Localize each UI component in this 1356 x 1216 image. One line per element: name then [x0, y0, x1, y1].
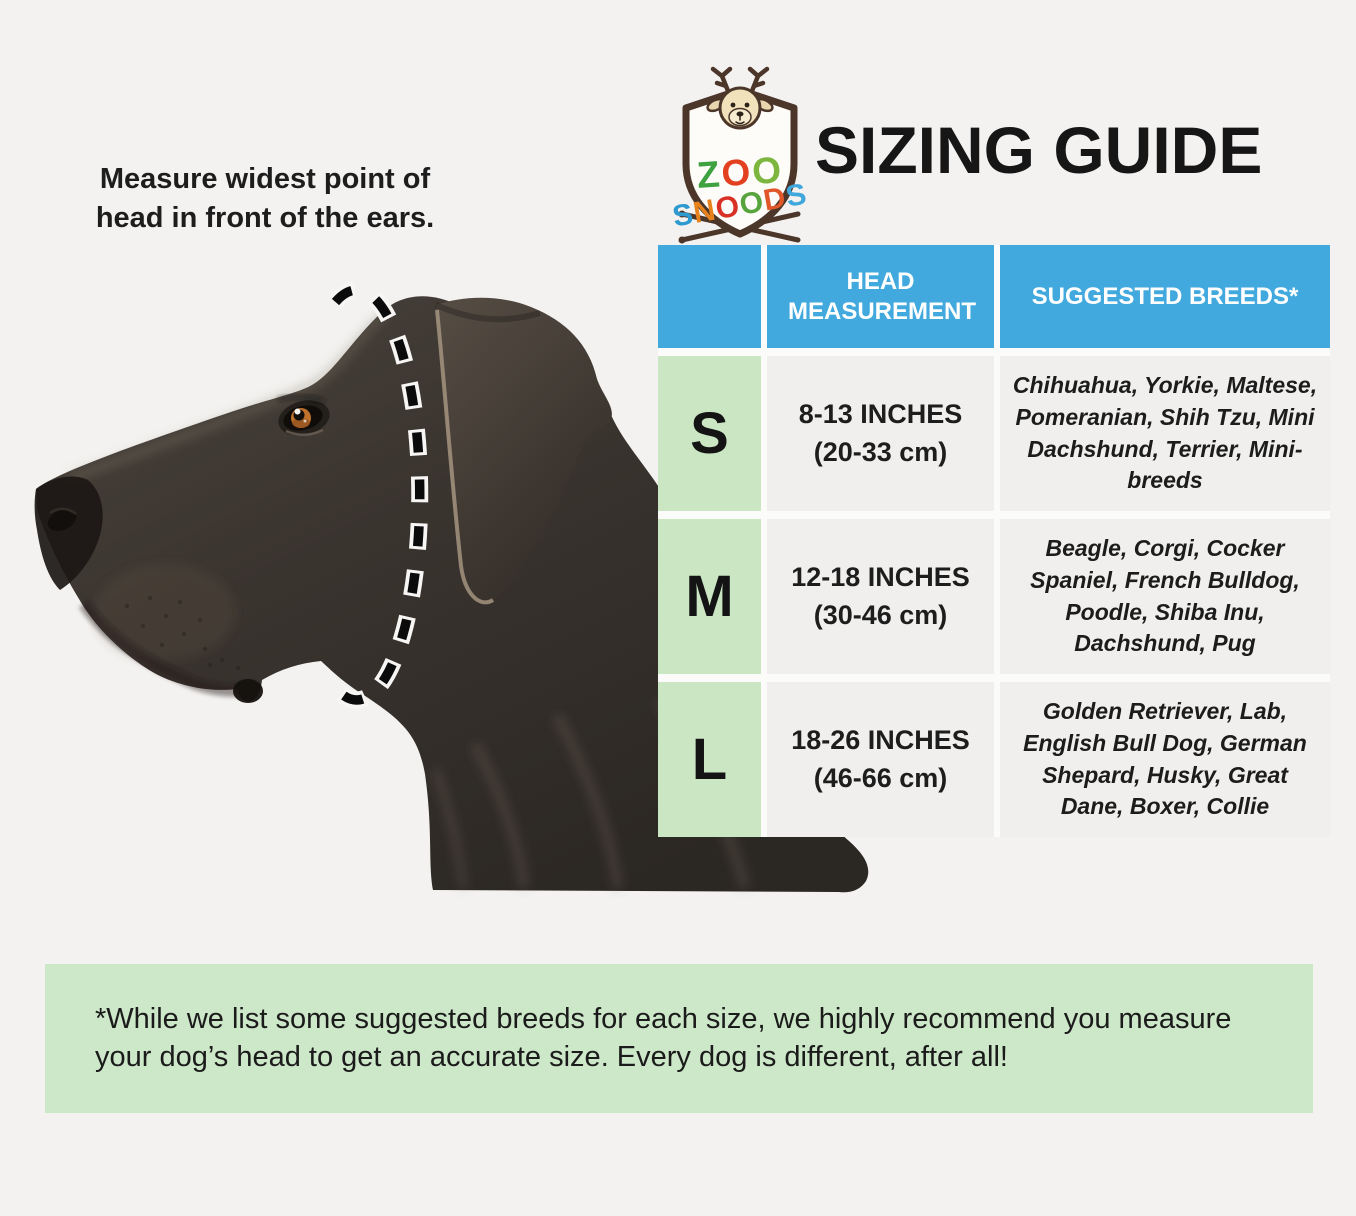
logo-zoo-text: ZOO — [695, 149, 785, 196]
footnote-text: *While we list some suggested breeds for each size, we highly recommend you measure your dog’s head to get an accurate size. Every dog is different, after all! — [95, 1003, 1232, 1073]
measure-instruction — [60, 160, 470, 238]
measurement-cell-l — [767, 682, 994, 837]
measurement-inches-m: 12-18 INCHES — [791, 561, 970, 592]
measure-instruction-line1: Measure widest point of — [99, 163, 431, 195]
mouth-corner — [233, 679, 263, 703]
header-measurement-label: HEAD MEASUREMENT — [788, 267, 977, 325]
breeds-cell-m: Beagle, Corgi, Cocker Spaniel, French Bulldog, Poodle, Shiba Inu, Dachshund, Pug — [1000, 519, 1330, 674]
header-breeds-label: SUGGESTED BREEDS* — [1031, 282, 1299, 310]
size-cell-m: M — [658, 519, 761, 674]
size-cell-l: L — [658, 682, 761, 837]
breeds-cell-l: Golden Retriever, Lab, English Bull Dog, German Shepard, Husky, Great Dane, Boxer, Collie — [1000, 682, 1330, 837]
zoosnoods-logo — [660, 64, 820, 244]
header-cell-measurement — [767, 245, 994, 348]
sizing-table — [658, 245, 1330, 837]
measurement-cm-m: (30-46 cm) — [813, 599, 948, 630]
measurement-cell-m — [767, 519, 994, 674]
measurement-inches-s: 8-13 INCHES — [798, 398, 963, 429]
breeds-cell-s: Chihuahua, Yorkie, Maltese, Pomeranian, Shih Tzu, Mini Dachshund, Terrier, Mini-breeds — [1000, 356, 1330, 511]
logo-snoods-text: SNOODS — [670, 177, 810, 234]
footnote-banner — [45, 964, 1313, 1113]
measurement-cell-s — [767, 356, 994, 511]
header-cell-breeds — [1000, 245, 1330, 348]
measure-instruction-line2: head in front of the ears. — [95, 202, 435, 235]
size-cell-s: S — [658, 356, 761, 511]
page-title: SIZING GUIDE — [815, 113, 1263, 187]
measurement-cm-s: (20-33 cm) — [813, 436, 948, 467]
header-cell-size — [658, 245, 761, 348]
measurement-cm-l: (46-66 cm) — [813, 762, 948, 793]
measurement-inches-l: 18-26 INCHES — [791, 724, 970, 755]
